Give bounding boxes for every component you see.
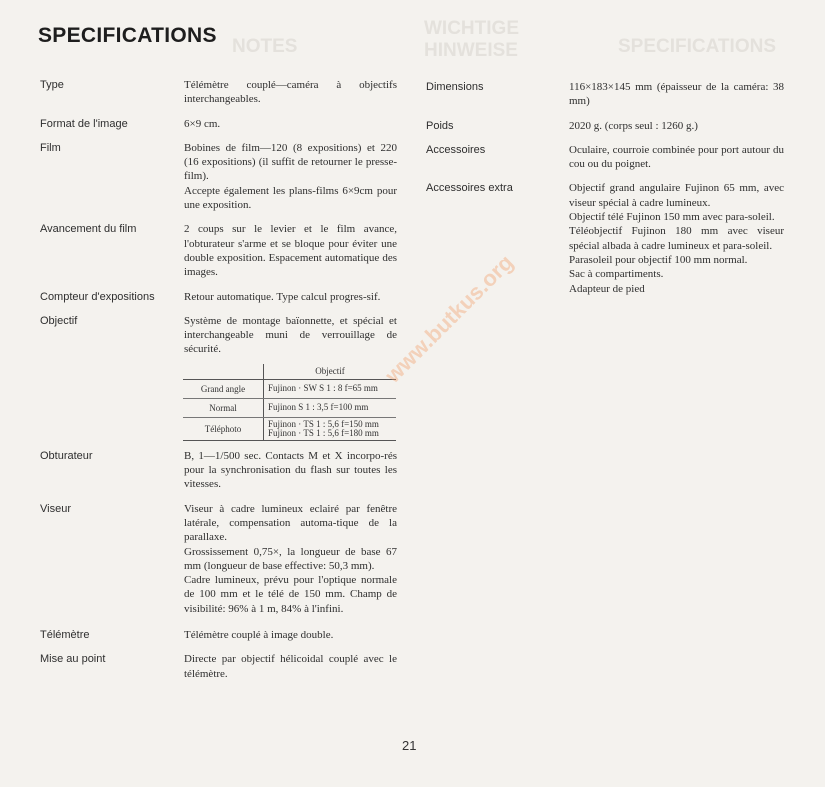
lens-spec-line: Fujinon S 1 : 3,5 f=100 mm — [268, 402, 369, 413]
right-spec-column — [426, 80, 788, 296]
spec-label: Mise au point — [40, 653, 106, 666]
ghost-heading-notes: NOTES — [232, 36, 298, 57]
spec-value — [184, 222, 397, 279]
spec-value — [184, 449, 397, 492]
ghost-heading-wichtige: WICHTIGE HINWEISE — [424, 18, 519, 61]
spec-value — [569, 143, 784, 172]
lens-table-corner — [183, 364, 264, 380]
spec-row-film — [40, 141, 400, 212]
spec-row-accessories — [426, 143, 788, 172]
page-title: SPECIFICATIONS — [38, 24, 217, 47]
spec-label: Avancement du film — [40, 223, 137, 236]
lens-spec-line: Fujinon · TS 1 : 5,6 f=180 mm — [268, 427, 379, 438]
spec-value — [184, 290, 397, 304]
lens-table — [183, 364, 396, 441]
spec-value-text: Système de montage baïonnette, et spécial et interchangeable muni de verrouillage de sécurité. — [184, 314, 397, 356]
spec-value — [184, 78, 397, 107]
spec-value-text: Grossissement 0,75×, la longueur de base 67 mm (longueur de base effective: 50,3 mm). — [184, 545, 397, 572]
spec-value-text: B, 1—1/500 sec. Contacts M et X incorpo-rés pour la synchronisation du flash sur toutes les vitesses. — [184, 449, 397, 491]
spec-value — [184, 652, 397, 681]
table-row — [183, 379, 396, 398]
spec-value-text: 6×9 cm. — [184, 117, 221, 130]
spec-row-dimensions — [426, 80, 788, 109]
spec-label: Viseur — [40, 502, 71, 515]
spec-value — [184, 117, 397, 131]
spec-value-text: 116×183×145 mm (épaisseur de la caméra: 38 mm) — [569, 81, 784, 108]
spec-value-text: Cadre lumineux, prévu pour l'optique normale de 100 mm et le télé de 150 mm. Champ de visibilité: 96% à 1 m, 84% à l'infini. — [184, 574, 397, 615]
spec-value — [184, 314, 397, 357]
spec-row-lens — [40, 314, 400, 441]
spec-value-text: Adapteur de pied — [569, 282, 645, 295]
spec-value-text: Télémètre couplé à image double. — [184, 629, 334, 642]
spec-row-viewfinder — [40, 502, 400, 616]
spec-label: Film — [40, 141, 61, 154]
lens-table-header: Objectif — [264, 364, 397, 380]
lens-type: Normal — [183, 398, 264, 417]
table-row — [183, 398, 396, 417]
spec-value-text: Accepte également les plans-films 6×9cm pour une exposition. — [184, 184, 397, 212]
spec-value — [569, 181, 784, 295]
spec-row-film-advance — [40, 222, 400, 279]
spec-label: Objectif — [40, 314, 78, 327]
left-spec-column — [40, 78, 400, 681]
spec-value-text: Télémètre couplé—caméra à objectifs interchangeables. — [184, 79, 397, 106]
spec-value-text: Téléobjectif Fujinon 180 mm avec viseur spécial albada à cadre lumineux et para-soleil. — [569, 225, 784, 252]
spec-value — [184, 141, 397, 212]
lens-spec — [264, 417, 397, 440]
lens-spec — [264, 398, 397, 417]
lens-type: Téléphoto — [183, 417, 264, 440]
spec-value — [184, 502, 397, 616]
spec-label: Format de l'image — [40, 117, 128, 130]
spec-value-text: Bobines de film—120 (8 expositions) et 220 (16 expositions) (il suffit de retourner le presse-film). — [184, 141, 397, 183]
spec-label: Accessoires extra — [426, 182, 513, 195]
spec-value-text: Objectif télé Fujinon 150 mm avec para-soleil. — [569, 211, 775, 224]
spec-label: Télémètre — [40, 629, 90, 642]
spec-row-rangefinder — [40, 628, 400, 642]
lens-type: Grand angle — [183, 379, 264, 398]
spec-row-format — [40, 117, 400, 131]
ghost-heading-specifications: SPECIFICATIONS — [618, 36, 776, 57]
lens-spec-line: Fujinon · TS 1 : 5,6 f=150 mm — [268, 418, 379, 429]
spec-value — [184, 628, 397, 642]
lens-spec-line: Fujinon · SW S 1 : 8 f=65 mm — [268, 383, 378, 394]
spec-row-shutter — [40, 449, 400, 492]
spec-value-text: Objectif grand angulaire Fujinon 65 mm, avec viseur spécial à cadre lumineux. — [569, 182, 784, 209]
spec-label: Compteur d'expositions — [40, 290, 155, 303]
spec-label: Type — [40, 79, 64, 91]
lens-spec — [264, 379, 397, 398]
spec-label: Poids — [426, 119, 454, 132]
spec-value — [569, 80, 784, 109]
table-row — [183, 417, 396, 440]
spec-value-text: Directe par objectif hélicoidal couplé avec le télémètre. — [184, 653, 397, 680]
spec-value-text: Sac à compartiments. — [569, 268, 664, 281]
spec-label: Obturateur — [40, 449, 93, 462]
spec-value-text: Oculaire, courroie combinée pour port autour du cou ou du poignet. — [569, 143, 784, 171]
spec-row-exposure-counter — [40, 290, 400, 304]
spec-value-text: Viseur à cadre lumineux eclairé par fenêtre latérale, compensation automa-tique de la parallaxe. — [184, 502, 397, 544]
spec-row-focusing — [40, 652, 400, 681]
spec-row-type — [40, 78, 400, 107]
spec-value — [569, 119, 784, 133]
spec-row-weight — [426, 119, 788, 133]
lens-table-header-row — [183, 364, 396, 380]
page-number: 21 — [402, 738, 417, 753]
spec-value-text: 2020 g. (corps seul : 1260 g.) — [569, 119, 698, 132]
spec-value-text: Parasoleil pour objectif 100 mm normal. — [569, 253, 748, 266]
spec-label: Accessoires — [426, 143, 486, 156]
spec-label: Dimensions — [426, 81, 484, 93]
spec-value-text: 2 coups sur le levier et le film avance, l'obturateur s'arme et se bloque pour éviter une double exposition. Espacement automatique des images. — [184, 223, 397, 279]
watermark-text: www.butkus.org — [380, 249, 519, 388]
spec-value-text: Retour automatique. Type calcul progres-sif. — [184, 290, 381, 303]
